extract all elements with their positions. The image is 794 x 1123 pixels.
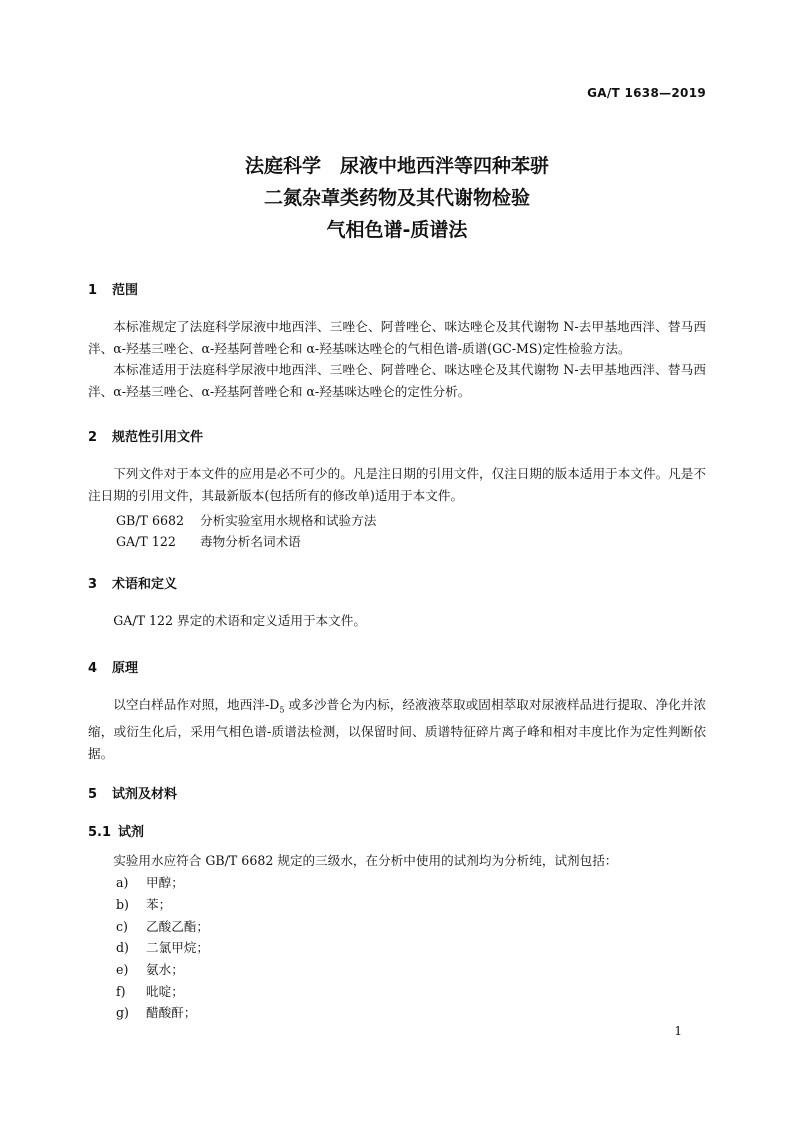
section-title: 规范性引用文件 [112,430,204,445]
list-label: b) [116,897,129,912]
document-title [0,150,794,246]
section-number: 5 [88,787,98,802]
list-text: 苯； [146,897,172,912]
list-text: 醋酸酐； [146,1005,197,1020]
list-label: c) [116,919,128,934]
reference-code: GA/T 122 [116,534,176,549]
list-item [116,1002,196,1021]
section-title: 试剂 [118,825,145,840]
list-item [116,894,171,913]
list-text: 甲醇； [146,875,184,890]
standard-code: GA/T 1638—2019 [587,86,706,100]
list-label: e) [116,962,129,977]
list-label: a) [116,875,129,890]
section-title: 原理 [112,661,139,676]
list-item [116,872,184,891]
reference-title: 分析实验室用水规格和试验方法 [200,513,377,528]
section-4-paragraph-1 [88,694,706,764]
section-2-paragraph-1: 下列文件对于本文件的应用是必不可少的。凡是注日期的引用文件，仅注日期的版本适用于本文件。凡是不注日期的引用文件，其最新版本(包括所有的修改单)适用于本文件。 [88,466,706,503]
section-2-heading [88,426,203,445]
section-5-1-intro: 实验用水应符合 GB/T 6682 规定的三级水，在分析中使用的试剂均为分析纯，试剂包括： [113,853,618,868]
title-line-3: 气相色谱-质谱法 [326,219,468,241]
title-line-1: 法庭科学 尿液中地西泮等四种苯骈 [244,155,549,177]
list-label: g) [116,1005,129,1020]
reference-title: 毒物分析名词术语 [200,534,301,549]
section-5-heading [88,783,177,802]
section-number: 3 [88,577,98,592]
list-label: f) [116,984,126,999]
section-number: 4 [88,661,98,676]
section-title: 试剂及材料 [112,787,178,802]
list-label: d) [116,940,129,955]
section-number: 5.1 [88,825,112,840]
section-5-1-heading [88,821,144,840]
list-item [116,959,184,978]
title-line-2: 二氮杂䓬类药物及其代谢物检验 [263,187,530,209]
list-text: 吡啶； [146,984,184,999]
deuterium-subscript: 5 [279,705,285,715]
section-title: 术语和定义 [112,577,178,592]
section-3-heading [88,573,177,592]
principle-text-start: 以空白样品作对照，地西泮-D [113,697,280,712]
list-item [116,937,209,956]
list-text: 乙酸乙酯； [146,919,209,934]
principle-text-rest: 或多沙普仑为内标，经液液萃取或固相萃取对尿液样品进行提取、净化并浓缩，或衍生化后，采用气相色谱-质谱法检测，以保留时间、质谱特征碎片离子峰和相对丰度比作为定性判断依据。 [88,697,706,761]
section-title: 范围 [112,283,139,298]
list-text: 氨水； [146,962,184,977]
list-text: 二氯甲烷； [146,940,209,955]
list-item [116,916,209,935]
section-1-paragraph-2: 本标准适用于法庭科学尿液中地西泮、三唑仑、阿普唑仑、咪达唑仑及其代谢物 N-去甲基地西泮、替马西泮、α-羟基三唑仑、α-羟基阿普唑仑和 α-羟基咪达唑仑的定性分析。 [88,362,706,399]
reference-item [116,510,376,529]
page-number: 1 [674,1024,682,1038]
section-number: 1 [88,283,98,298]
section-number: 2 [88,430,98,445]
list-item [116,981,184,1000]
reference-code: GB/T 6682 [116,513,185,528]
section-3-paragraph-1: GA/T 122 界定的术语和定义适用于本文件。 [113,613,366,628]
section-4-heading [88,657,138,676]
section-1-paragraph-1: 本标准规定了法庭科学尿液中地西泮、三唑仑、阿普唑仑、咪达唑仑及其代谢物 N-去甲基地西泮、替马西泮、α-羟基三唑仑、α-羟基阿普唑仑和 α-羟基咪达唑仑的气相色谱-质谱(GC-MS)定性检验方法。 [88,319,706,356]
reference-item [116,531,301,550]
section-1-heading [88,279,138,298]
